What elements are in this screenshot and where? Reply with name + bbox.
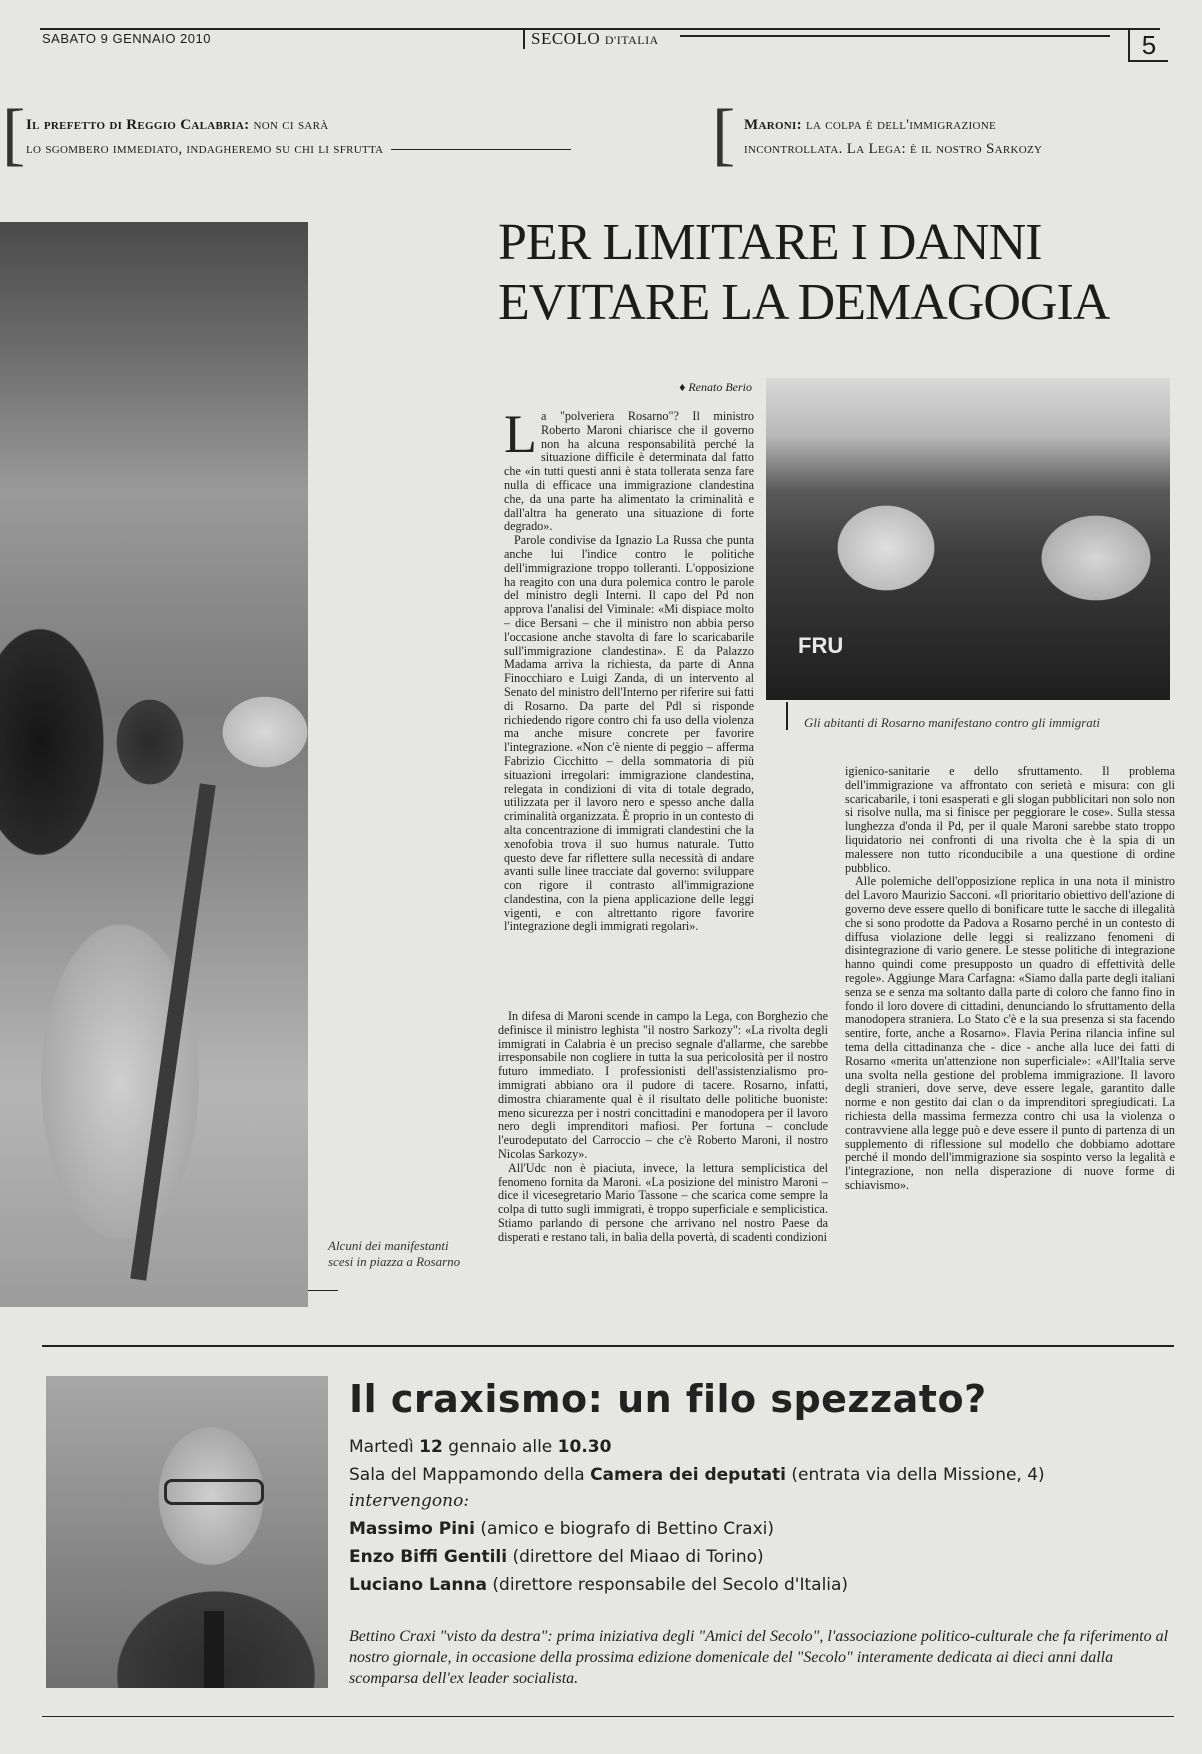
protest-photo-left	[0, 222, 308, 1307]
article-text: igienico-sanitarie e dello sfruttamento. Il problema dell'immigrazione va affrontato con serietà e misura: con gli scaricabarile, i toni esasperati e gli slogan pubblicitari non solo non si risolve nulla, ma si finisce per peggiorare le cose». Sulla stessa lunghezza d'onda il Pd, per il quale Maroni sarebbe stato troppo liquidatorio nei confronti di una rivolta che è la spia di un malessere non tutto riconducibile a una questione di ordine pubblico.	[845, 765, 1175, 875]
article-paragraph	[845, 765, 1175, 875]
event-when-mid: gennaio alle	[442, 1437, 558, 1457]
kicker-left-line2: lo sgombero immediato, indagheremo su chi li sfrutta	[26, 141, 384, 157]
article-paragraph	[498, 1010, 828, 1162]
article-paragraph	[504, 404, 754, 534]
event-venue: Camera dei deputati	[590, 1465, 787, 1485]
photo-banner-text: FRU	[798, 633, 844, 658]
speaker-role: (direttore del Miaao di Torino)	[507, 1547, 764, 1567]
event-speakers-intro	[349, 1489, 1179, 1513]
photo-stick-detail	[130, 783, 215, 1280]
issue-date: SABATO 9 GENNAIO 2010	[42, 31, 211, 46]
speaker-name: Massimo Pini	[349, 1519, 475, 1539]
kicker-left-bold: Il prefetto di Reggio Calabria:	[26, 117, 250, 133]
page-number: 5	[1128, 30, 1168, 62]
byline-author: Renato Berio	[688, 380, 752, 394]
article-column-2	[845, 765, 1175, 1315]
photo-tie-detail	[204, 1611, 224, 1688]
bottom-rule	[42, 1716, 1174, 1717]
headline	[498, 213, 1188, 333]
byline: ♦ Renato Berio	[679, 380, 752, 394]
event-when-prefix: Martedì	[349, 1437, 420, 1457]
kicker-left	[26, 113, 716, 161]
event-when	[349, 1435, 1179, 1459]
craxi-portrait-photo	[46, 1376, 328, 1688]
left-photo-caption-line1: Alcuni dei manifestanti	[328, 1238, 449, 1253]
article-paragraph	[498, 1162, 828, 1245]
kicker-left-rest: non ci sarà	[249, 117, 329, 133]
left-photo-caption	[328, 1238, 488, 1270]
newspaper-name-main: SECOLO	[531, 29, 601, 48]
article-text: All'Udc non è piaciuta, invece, la lettura semplicistica del fenomeno fornita da Maroni. «La posizione del ministro Maroni – dice il vicesegretario Mario Tassone – che scarica come sempre la colpa di tutto sugli immigrati, è troppo superficiale e semplicistica. Stiamo parlando di persone che arrivano nel nostro Paese da disperati e restano tali, in balìa della povertà, di scadenti condizioni	[498, 1160, 828, 1244]
right-caption-rule	[786, 702, 788, 730]
article-paragraph	[504, 534, 754, 934]
article-column-1b	[498, 1010, 828, 1315]
event-place-suffix: (entrata via della Missione, 4)	[786, 1465, 1045, 1485]
event-place-prefix: Sala del Mappamondo della	[349, 1465, 591, 1485]
right-photo-caption: Gli abitanti di Rosarno manifestano contro gli immigrati	[804, 715, 1100, 730]
event-details	[349, 1435, 1179, 1597]
speaker-role: (direttore responsabile del Secolo d'Italia)	[487, 1575, 849, 1595]
photo-glasses-detail	[164, 1479, 264, 1505]
article-text: Alle polemiche dell'opposizione replica in una nota il ministro del Lavoro Maurizio Sacconi. «Il prioritario obiettivo dell'azione di governo deve essere quello di bonificare tutte le sacche di illegalità che si sono prodotte da Padova a Rosarno perché in un contesto di diffusa violazione delle leggi si realizzano fenomeni di disintegrazione di vario genere. Le stesse politiche di integrazione hanno quindi come presupposto un quadro di effettività delle regole». Aggiunge Mara Carfagna: «Siamo dalla parte degli italiani senza se e senza ma soltanto dalla parte di coloro che fanno fino in fondo il loro dovere di cittadini, denunciando lo sfruttamento della manodopera straniera. Lo Stato c'è e la sua presenza si sta facendo sentire, forte, anche a Rosarno». Flavia Perina rilancia infine sul tema della cittadinanza che - dice - anche alla luce dei fatti di Rosarno «merita un'attenzione non superficiale»: «All'Italia serve una svolta nella gestione del problema immigrazione. Il lavoro degli stranieri, dove serve, deve essere legale, garantito dalle norme e non gestito dai clan o da imprenditori spregiudicati. La richiesta della massima fermezza contro chi usa la violenza o contravviene alla legge può e deve essere il punto di partenza di un supplemento di riflessione sul modello che dobbiamo adottare perché il mondo dell'immigrazione sia sospinto verso la legalità e l'integrazione, non nella disperazione di nuove forme di schiavismo».	[845, 874, 1175, 1192]
right-bracket: [	[712, 96, 736, 173]
speaker-row	[349, 1573, 1179, 1597]
event-title: Il craxismo: un filo spezzato?	[349, 1377, 987, 1421]
speaker-name: Enzo Biffi Gentili	[349, 1547, 508, 1567]
article-column-1a	[504, 404, 754, 934]
kicker-right-bold: Maroni:	[744, 117, 802, 133]
article-text: a "polveriera Rosarno"? Il ministro Roberto Maroni chiarisce che il governo non ha alcuna responsabilità perché la situazione difficile è determinata dal fatto che «in tutti questi anni è stata tollerata senza fare nulla di efficace una immigrazione clandestina che, da una parte ha alimentato la criminalità e dall'altra ha generato una situazione di forte degrado».	[504, 409, 754, 534]
headline-line1: PER LIMITARE I DANNI	[498, 214, 1042, 271]
event-description: Bettino Craxi "visto da destra": prima iniziativa degli "Amici del Secolo", l'associazione politico-culturale che fa riferimento al nostro giornale, in occasione della prossima edizione domenicale del "Secolo" interamente dedicata ai dieci anni dalla scomparsa dell'ex leader socialista.	[349, 1628, 1169, 1687]
section-separator	[42, 1345, 1174, 1347]
article-text: In difesa di Maroni scende in campo la Lega, con Borghezio che definisce il ministro leghista "il nostro Sarkozy": «La rivolta degli immigrati in Calabria è un preciso segnale d'allarme, che sarebbe irresponsabile non cogliere in tutta la sua pericolosità per il nostro futuro immediato. I professionisti dell'assistenzialismo pro-immigrati abbiano ora il pudore di tacere. Rosarno, infatti, dimostra chiaramente qual è il risultato delle politiche buoniste: meno sicurezza per i nostri concittadini e manodopera per il lavoro nero degli imprenditori mafiosi. Per fortuna – conclude l'eurodeputato del Carroccio – che c'è Roberto Maroni, il nostro Nicolas Sarkozy».	[498, 1010, 828, 1161]
newspaper-name	[523, 29, 659, 49]
protest-photo-right	[766, 378, 1170, 700]
event-place	[349, 1463, 1179, 1487]
kicker-left-rule	[391, 149, 571, 150]
kicker-right-rest: la colpa è dell'immigrazione	[801, 117, 996, 133]
left-photo-caption-line2: scesi in piazza a Rosarno	[328, 1254, 461, 1269]
kicker-right	[744, 113, 1184, 161]
masthead-bar	[680, 35, 1110, 37]
speaker-row	[349, 1517, 1179, 1541]
event-date: 12	[419, 1437, 443, 1457]
left-caption-rule	[308, 1290, 338, 1291]
speaker-role: (amico e biografo di Bettino Craxi)	[474, 1519, 775, 1539]
speaker-row	[349, 1545, 1179, 1569]
speaker-name: Luciano Lanna	[349, 1575, 487, 1595]
left-bracket: [	[2, 96, 26, 173]
kicker-right-line2: incontrollata. La Lega: è il nostro Sarkozy	[744, 141, 1043, 157]
newspaper-name-small: D'ITALIA	[604, 33, 659, 47]
drop-cap: L	[504, 404, 537, 464]
article-text: Parole condivise da Ignazio La Russa che punta anche lui l'indice contro le politiche dell'immigrazione troppo tolleranti. L'opposizione ha reagito con una dura polemica contro le parole del ministro degli Interni. Il capo del Pd non approva l'analisi del Viminale: «Mi dispiace molto – dice Bersani – che il ministro non abbia perso l'occasione anche stavolta di fare lo scaricabarile sull'immigrazione clandestina». E da Palazzo Madama arriva la richiesta, da parte di Anna Finocchiaro e Luigi Zanda, di un intervento al Senato del ministro dell'Interno per riferire sui fatti di Rosarno. Da parte del Pdl si risponde richiedendo rigore contro chi fa uso della violenza ma anche misure concrete per favorire l'integrazione. «Non c'è niente di peggio – afferma Fabrizio Cicchitto – della sommatoria di più situazioni irregolari: immigrazione clandestina, relegata in condizioni di vita di totale degrado, utilizzata per il lavoro nero e spesso anche dalla criminalità organizzata. È proprio in un contesto di alta concentrazione di immigrati clandestini che la xenofobia trova il suo humus naturale. Tutto questo deve far riflettere sulla necessità di andare avanti sulle linee tracciate dal governo: sviluppare con rigore il contrasto all'immigrazione clandestina, con la piena applicazione delle leggi vigenti, e con altrettanto rigore favorire l'integrazione degli immigrati regolari».	[504, 533, 754, 934]
event-time: 10.30	[557, 1437, 612, 1457]
headline-line2: EVITARE LA DEMAGOGIA	[498, 274, 1110, 331]
article-paragraph	[845, 875, 1175, 1192]
speakers-intro-text: intervengono:	[349, 1491, 470, 1511]
